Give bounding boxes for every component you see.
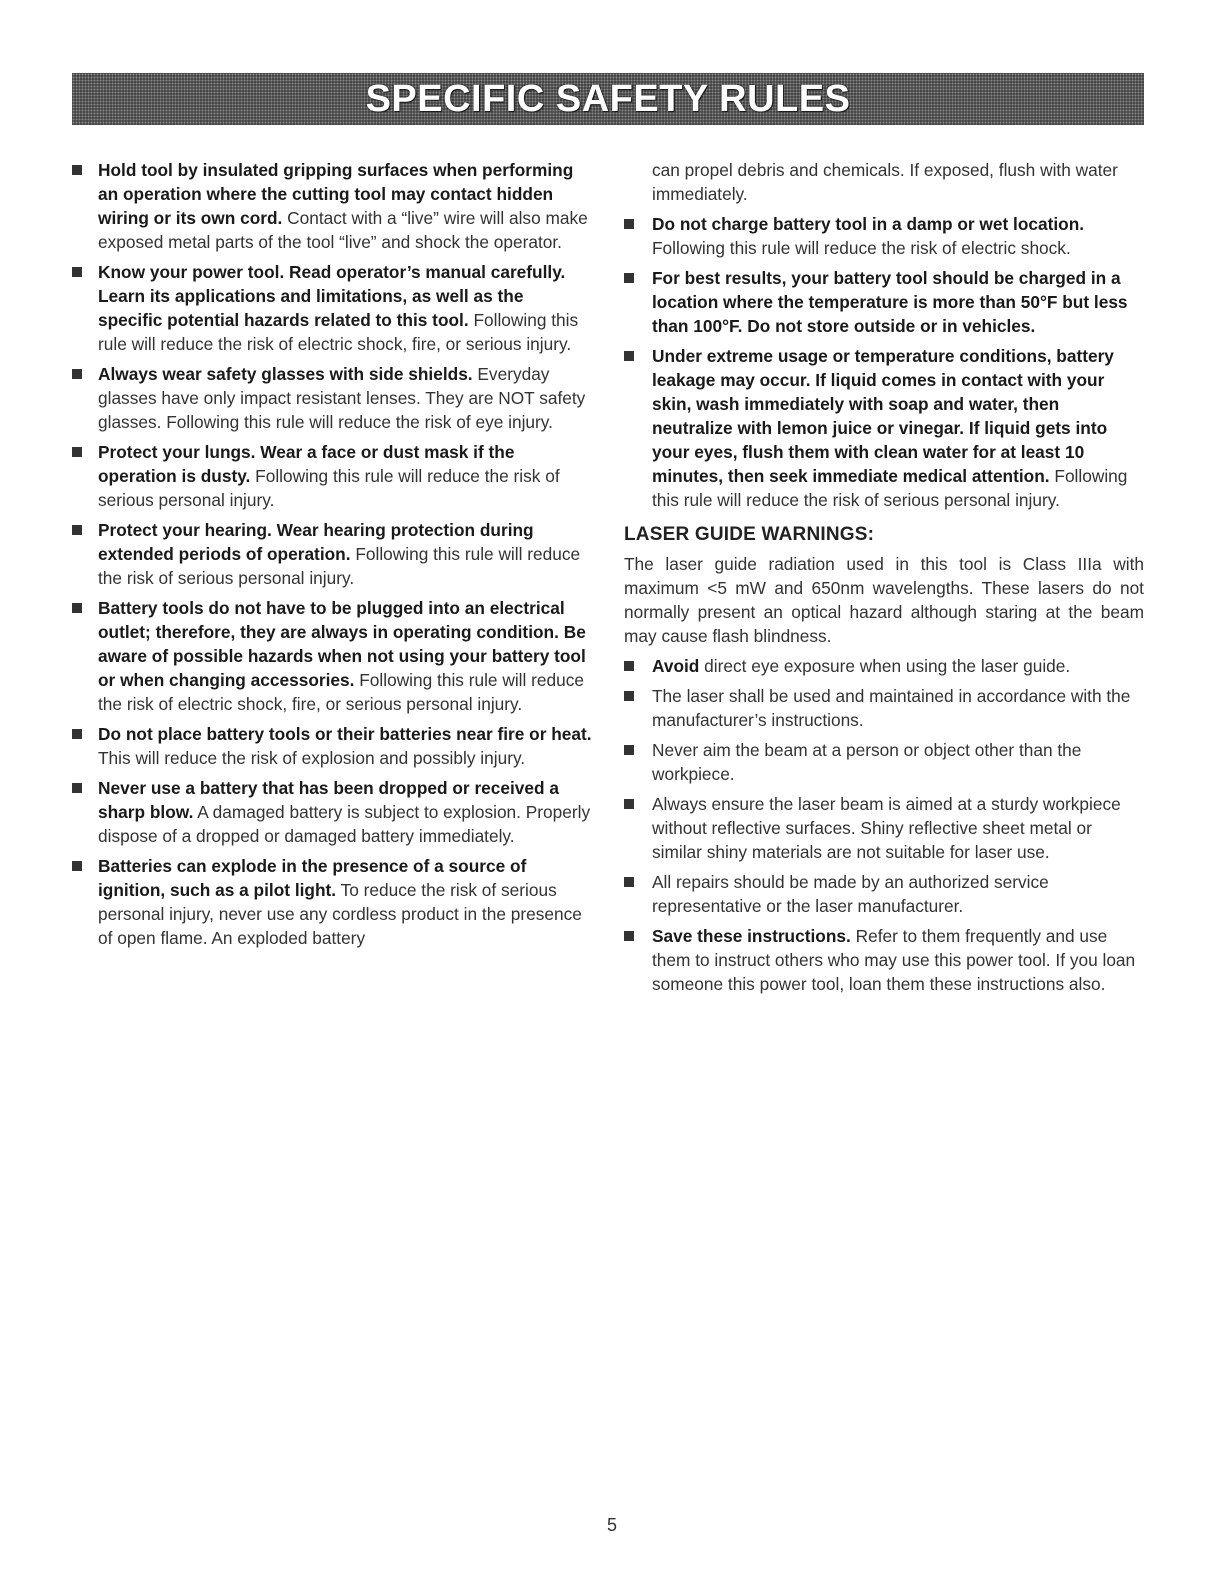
rule-text: To reduce the risk of serious personal injury, never use any cordless product in the presence of open flame. An exploded battery: [98, 880, 582, 948]
safety-rule-item: [72, 362, 592, 434]
square-bullet-icon: [624, 877, 634, 887]
rule-text: Following this rule will reduce the risk of electric shock, fire, or serious injury.: [98, 310, 579, 354]
safety-rule-item: [72, 722, 592, 770]
square-bullet-icon: [72, 369, 82, 379]
rule-text: Never aim the beam at a person or object other than the workpiece.: [652, 740, 1082, 784]
safety-rule-item: [624, 344, 1144, 512]
safety-rule-item: [72, 854, 592, 950]
square-bullet-icon: [624, 273, 634, 283]
rule-text: A damaged battery is subject to explosion. Properly dispose of a dropped or damaged battery immediately.: [98, 802, 591, 846]
rule-text: Everyday glasses have only impact resistant lenses. They are NOT safety glasses. Following this rule will reduce the risk of eye injury.: [98, 364, 586, 432]
rule-bold-text: Batteries can explode in the presence of a source of ignition, such as a pilot light.: [98, 856, 527, 900]
square-bullet-icon: [72, 447, 82, 457]
rule-text: Always ensure the laser beam is aimed at a sturdy workpiece without reflective surfaces. Shiny reflective sheet metal or similar shiny materials are not suitable for laser use.: [652, 794, 1121, 862]
rule-bold-text: Save these instructions.: [652, 926, 851, 946]
rule-text: Following this rule will reduce the risk of electric shock, fire, or serious personal injury.: [98, 670, 584, 714]
rule-bold-text: Never use a battery that has been dropped or received a sharp blow.: [98, 778, 559, 822]
rule-text: Following this rule will reduce the risk of serious personal injury.: [98, 466, 560, 510]
rule-text: All repairs should be made by an authorized service representative or the laser manufacturer.: [652, 872, 1049, 916]
rule-text: Following this rule will reduce the risk of serious personal injury.: [98, 544, 581, 588]
square-bullet-icon: [72, 603, 82, 613]
square-bullet-icon: [624, 691, 634, 701]
laser-warning-item: [624, 870, 1144, 918]
rule-text: This will reduce the risk of explosion and possibly injury.: [98, 748, 526, 768]
square-bullet-icon: [72, 267, 82, 277]
laser-warning-item: [624, 738, 1144, 786]
square-bullet-icon: [72, 525, 82, 535]
rule-bold-text: Always wear safety glasses with side shields.: [98, 364, 473, 384]
rule-bold-text: Battery tools do not have to be plugged into an electrical outlet; therefore, they are always in operating condition. Be aware of possible hazards when not using your battery tool or when changing accessories.: [98, 598, 586, 690]
rule-bold-text: Protect your hearing. Wear hearing protection during extended periods of operation.: [98, 520, 534, 564]
rule-bold-text: Hold tool by insulated gripping surfaces when performing an operation where the cutting tool may contact hidden wiring or its own cord.: [98, 160, 574, 228]
rule-bold-text: Avoid: [652, 656, 700, 676]
square-bullet-icon: [624, 931, 634, 941]
rule-bold-text: Know your power tool. Read operator’s manual carefully. Learn its applications and limitations, as well as the specific potential hazards related to this tool.: [98, 262, 566, 330]
rule-text: can propel debris and chemicals. If exposed, flush with water immediately.: [652, 160, 1118, 204]
right-column: [624, 158, 1144, 1002]
laser-warning-item: [624, 654, 1144, 678]
rule-text: Following this rule will reduce the risk of electric shock.: [652, 238, 1071, 258]
rule-bold-text: Do not place battery tools or their batteries near fire or heat.: [98, 724, 592, 744]
safety-rule-item: [624, 212, 1144, 260]
safety-rule-item: [72, 776, 592, 848]
rule-text: Following this rule will reduce the risk of serious personal injury.: [652, 466, 1128, 510]
square-bullet-icon: [72, 783, 82, 793]
laser-warnings-heading: LASER GUIDE WARNINGS:: [624, 524, 875, 545]
section-banner: [72, 73, 1144, 125]
square-bullet-icon: [624, 351, 634, 361]
rule-bold-text: Under extreme usage or temperature conditions, battery leakage may occur. If liquid comes in contact with your skin, wash immediately with soap and water, then neutralize with lemon juice or vinegar. If liquid gets into your eyes, flush them with clean water for at least 10 minutes, then seek immediate medical attention.: [652, 346, 1114, 486]
banner-title: SPECIFIC SAFETY RULES: [365, 77, 851, 120]
safety-rule-item: [624, 266, 1144, 338]
laser-warning-item: [624, 792, 1144, 864]
rule-bold-text: For best results, your battery tool should be charged in a location where the temperature is more than 50°F but less than 100°F. Do not store outside or in vehicles.: [652, 268, 1128, 336]
square-bullet-icon: [624, 661, 634, 671]
laser-warning-item: [624, 924, 1144, 996]
square-bullet-icon: [72, 861, 82, 871]
square-bullet-icon: [624, 799, 634, 809]
safety-rule-item: [72, 440, 592, 512]
square-bullet-icon: [624, 219, 634, 229]
laser-intro-paragraph: The laser guide radiation used in this tool is Class IIIa with maximum <5 mW and 650nm wavelengths. These lasers do not normally present an optical hazard although staring at the beam may cause flash blindness.: [624, 554, 1144, 646]
rule-bold-text: Do not charge battery tool in a damp or wet location.: [652, 214, 1085, 234]
rule-continuation: [624, 158, 1144, 206]
rule-text: direct eye exposure when using the laser guide.: [699, 656, 1071, 676]
square-bullet-icon: [72, 729, 82, 739]
safety-rule-item: [72, 158, 592, 254]
rule-text: The laser shall be used and maintained in accordance with the manufacturer’s instructions.: [652, 686, 1131, 730]
safety-rule-item: [72, 260, 592, 356]
square-bullet-icon: [72, 165, 82, 175]
rule-bold-text: Protect your lungs. Wear a face or dust mask if the operation is dusty.: [98, 442, 515, 486]
safety-rule-item: [72, 518, 592, 590]
rule-text: Refer to them frequently and use them to instruct others who may use this power tool. If you loan someone this power tool, loan them these instructions also.: [652, 926, 1136, 994]
square-bullet-icon: [624, 745, 634, 755]
left-column: [72, 158, 592, 956]
rule-text: Contact with a “live” wire will also make exposed metal parts of the tool “live” and shock the operator.: [98, 208, 588, 252]
safety-rule-item: [72, 596, 592, 716]
laser-warning-item: [624, 684, 1144, 732]
page-number: 5: [606, 1515, 617, 1535]
